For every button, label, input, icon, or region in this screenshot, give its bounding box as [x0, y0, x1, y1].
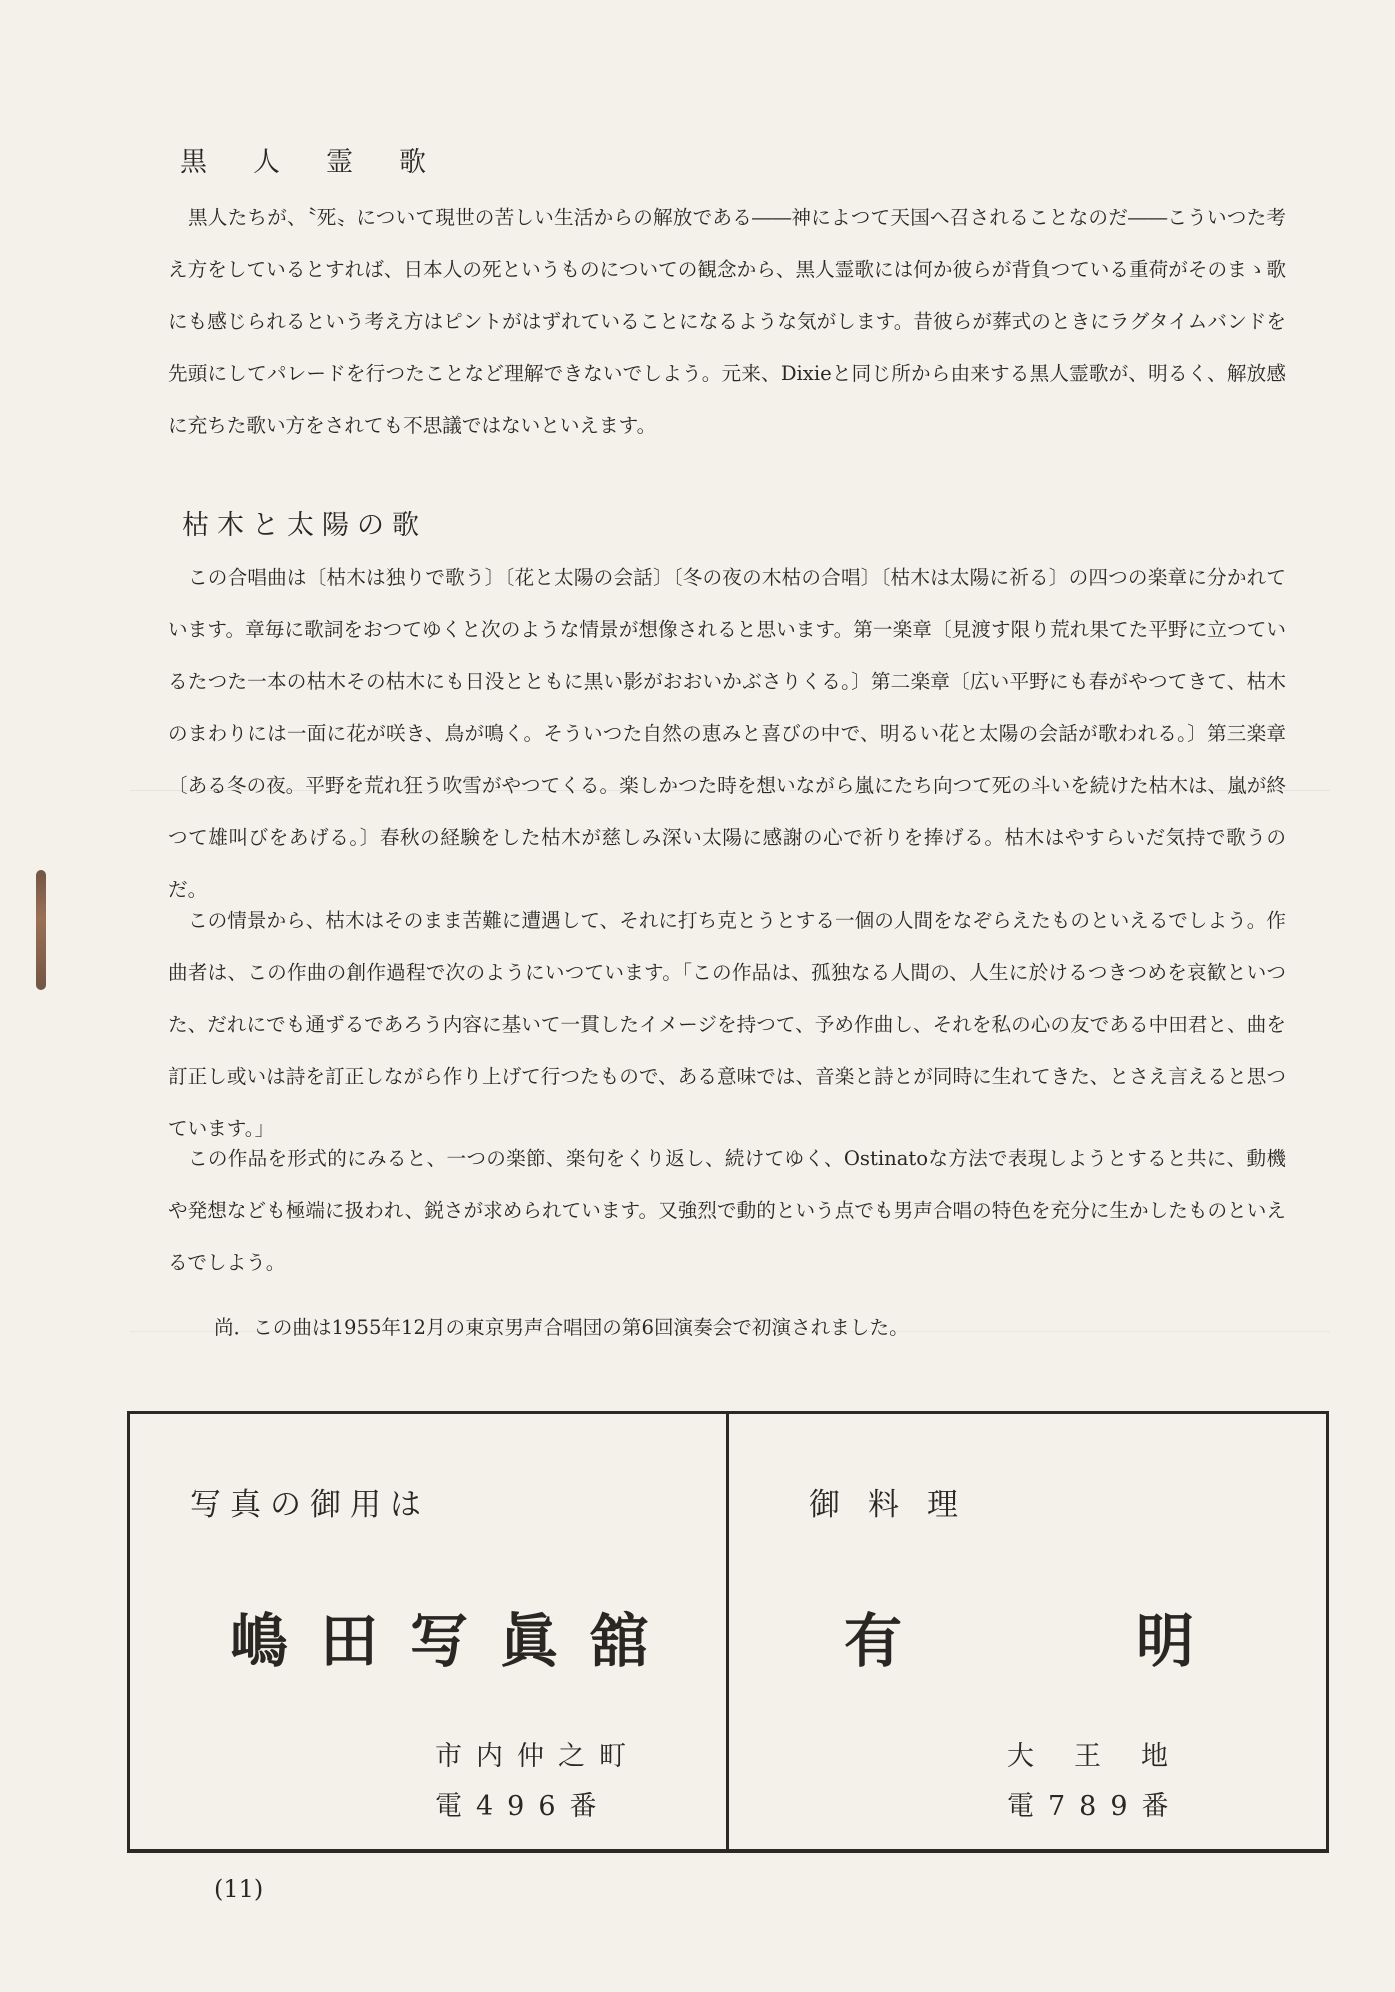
ad-address: 市内仲之町: [435, 1741, 640, 1772]
ad-photo-studio: [130, 1414, 729, 1849]
premiere-note: 尚．この曲は1955年12月の東京男声合唱団の第6回演奏会で初演されました。: [214, 1316, 909, 1339]
section-paragraph: この情景から、枯木はそのまま苦難に遭遇して、それに打ち克とうとする一個の人間をなぞらえたものといえるでしよう。作曲者は、この作曲の創作過程で次のようにいつています。「この作品は、孤独なる人間の、人生に於けるつきつめを哀歓といつた、だれにでも通ずるであろう内容に基いて一貫したイメージを持つて、予め作曲し、それを私の心の友である中田君と、曲を訂正し或いは詩を訂正しながら作り上げて行つたもので、ある意味では、音楽と詩とが同時に生れてきた、とさえ言えると思つています。」: [168, 909, 1286, 1140]
ad-address: 大王地: [1007, 1741, 1208, 1772]
section-paragraph: 黒人たちが、〝死〟について現世の苦しい生活からの解放である――神によつて天国へ召されることなのだ――こういつた考え方をしているとすれば、日本人の死というものについての観念から、黒人霊歌には何か彼らが背負つている重荷がそのまゝ歌にも感じられるという考え方はピントがはずれていることになるような気がします。昔彼らが葬式のときにラグタイムバンドを先頭にしてパレードを行つたことなど理解できないでしよう。元来、Dixieと同じ所から由来する黒人霊歌が、明るく、解放感に充ちた歌い方をされても不思議ではないといえます。: [168, 206, 1286, 437]
advertisement-box: [127, 1411, 1329, 1853]
ad-phone: 電496番: [435, 1791, 611, 1822]
ad-contact: [435, 1732, 640, 1832]
section-title-kareki-song: 枯木と太陽の歌: [182, 510, 427, 541]
section-paragraph: この作品を形式的にみると、一つの楽節、楽句をくり返し、続けてゆく、Ostinatoな方法で表現しようとすると共に、動機や発想なども極端に扱われ、鋭さが求められています。又強烈で動的という点でも男声合唱の特色を充分に生かしたものといえるでしよう。: [168, 1147, 1286, 1274]
ad-business-name: 嶋田写眞舘: [230, 1607, 681, 1675]
ad-restaurant: [729, 1414, 1326, 1849]
ad-phone: 電789番: [1007, 1791, 1183, 1822]
ad-name-part: 明: [1135, 1607, 1194, 1675]
ad-tagline: 写真の御用は: [190, 1487, 430, 1523]
page-number: (11): [214, 1875, 264, 1903]
section-paragraph: この合唱曲は〔枯木は独りで歌う〕〔花と太陽の会話〕〔冬の夜の木枯の合唱〕〔枯木は太陽に祈る〕の四つの楽章に分かれています。章毎に歌詞をおつてゆくと次のような情景が想像されると思います。第一楽章〔見渡す限り荒れ果てた平野に立つているたつた一本の枯木その枯木にも日没とともに黒い影がおおいかぶさりくる。〕第二楽章〔広い平野にも春がやつてきて、枯木のまわりには一面に花が咲き、鳥が鳴く。そういつた自然の恵みと喜びの中で、明るい花と太陽の会話が歌われる。〕第三楽章〔ある冬の夜。平野を荒れ狂う吹雪がやつてくる。楽しかつた時を想いながら嵐にたち向つて死の斗いを続けた枯木は、嵐が終つて雄叫びをあげる。〕春秋の経験をした枯木が慈しみ深い太陽に感謝の心で祈りを捧げる。枯木はやすらいだ気持で歌うのだ。: [168, 566, 1286, 901]
ad-contact: [1007, 1732, 1208, 1832]
ad-name-part: 有: [844, 1607, 903, 1675]
section-title-negro-spirituals: 黒人霊歌: [180, 147, 472, 178]
rust-staple-mark: [36, 870, 46, 990]
ad-business-name: [844, 1594, 1194, 1678]
ad-tagline: 御料理: [809, 1487, 986, 1523]
